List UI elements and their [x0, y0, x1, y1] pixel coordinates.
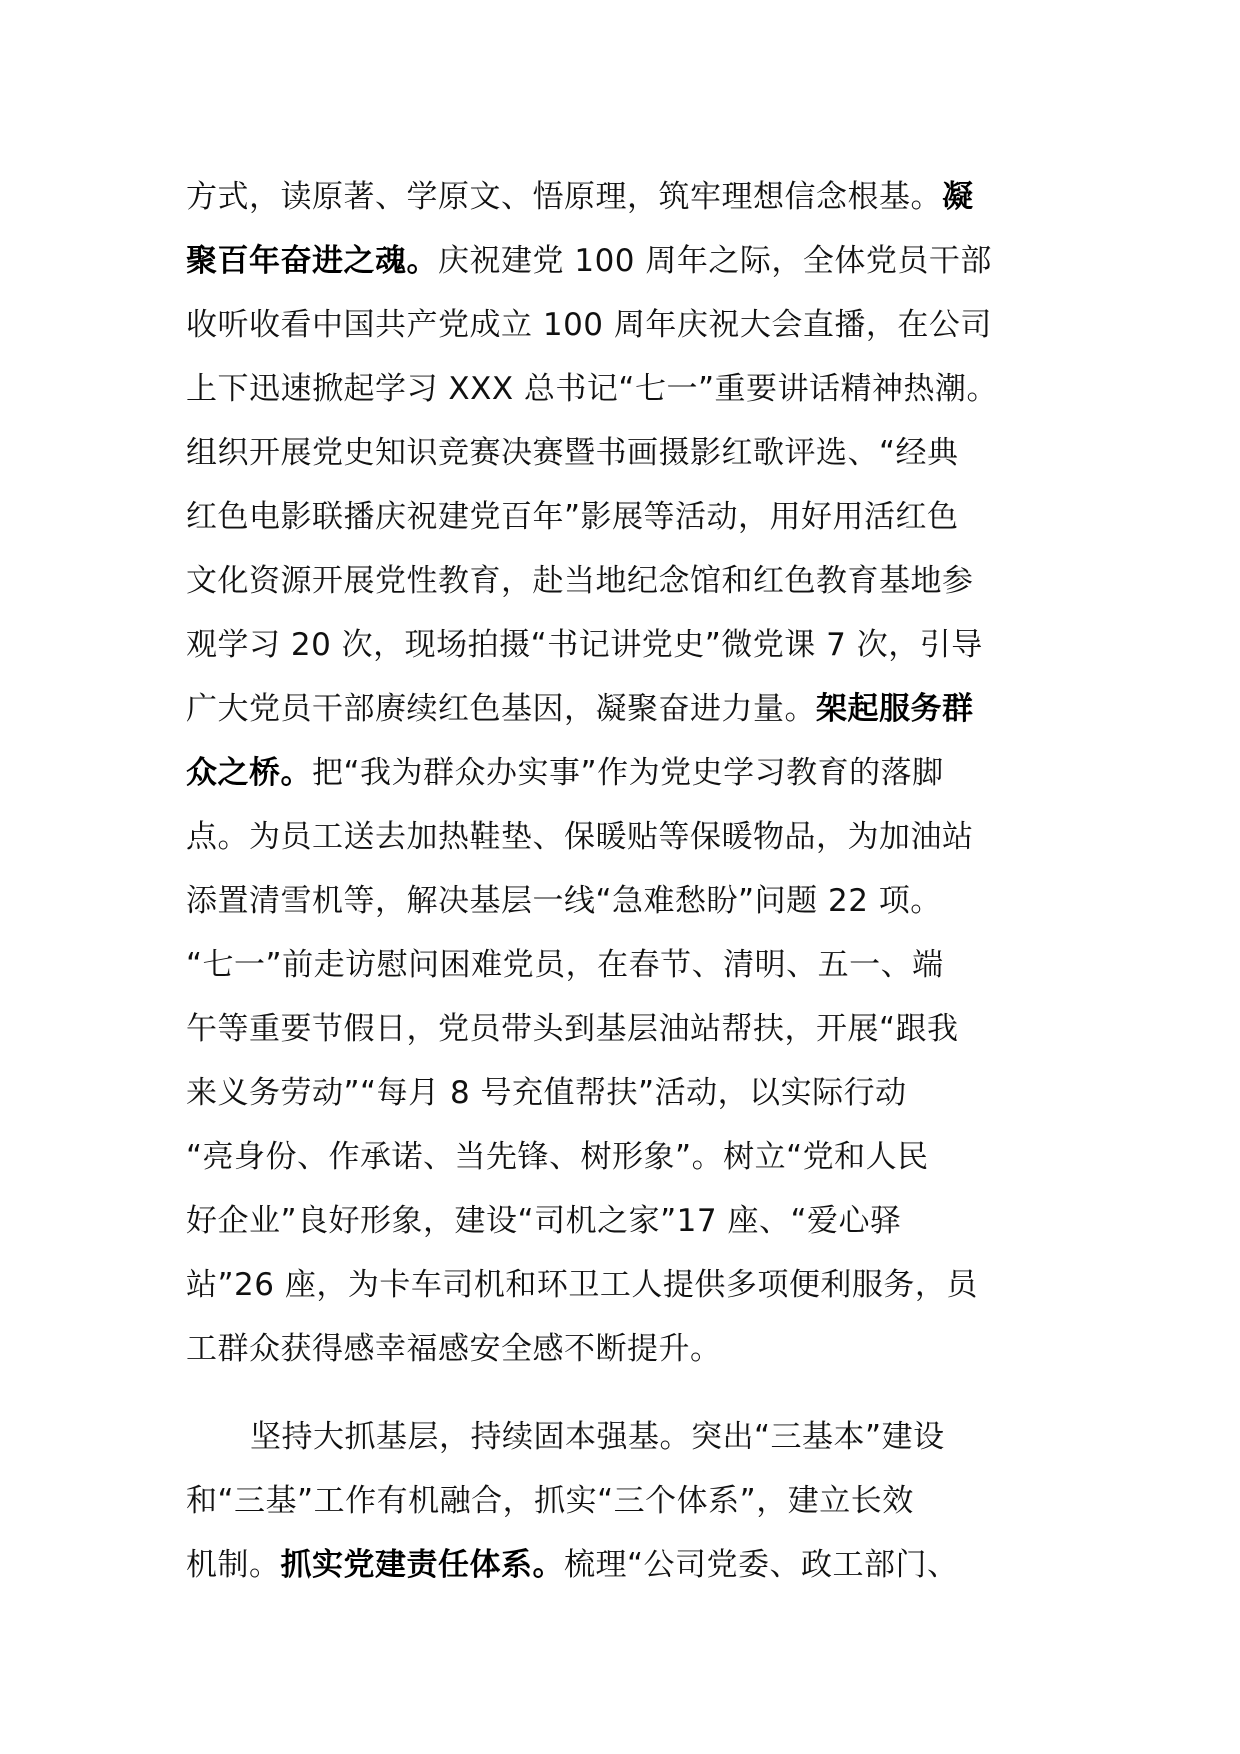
text-line [186, 1253, 1066, 1317]
body-text: 机制。 [186, 1547, 281, 1583]
body-text: 广大党员干部赓续红色基因，凝聚奋进力量。 [186, 691, 816, 727]
body-text: 来义务劳动”“每月 8 号充值帮扶”活动，以实际行动 [186, 1075, 907, 1111]
text-line [186, 1061, 1066, 1125]
body-text: 红色电影联播庆祝建党百年”影展等活动，用好用活红色 [186, 499, 959, 535]
body-text: 组织开展党史知识竞赛决赛暨书画摄影红歌评选、“经典 [186, 435, 959, 471]
body-text: 午等重要节假日，党员带头到基层油站帮扶，开展“跟我 [186, 1011, 959, 1047]
text-line [186, 805, 1066, 869]
paragraph-1 [186, 165, 1066, 1381]
body-text: 梳理“公司党委、政工部门、 [564, 1547, 959, 1583]
paragraph-2 [186, 1405, 1066, 1597]
body-text: 坚持大抓基层，持续固本强基。突出“三基本”建设 [250, 1419, 945, 1455]
bold-heading-text: 架起服务群 [816, 691, 974, 727]
text-line [186, 1469, 1066, 1533]
bold-heading-text: 抓实党建责任体系。 [280, 1547, 564, 1583]
text-line [186, 613, 1066, 677]
text-line [186, 1125, 1066, 1189]
text-line [186, 549, 1066, 613]
body-text: 收听收看中国共产党成立 100 周年庆祝大会直播，在公司 [186, 307, 992, 343]
text-line [186, 933, 1066, 997]
text-line [186, 1317, 1066, 1381]
text-line [186, 293, 1066, 357]
body-text: 方式，读原著、学原文、悟原理，筑牢理想信念根基。 [186, 179, 942, 215]
text-line [186, 869, 1066, 933]
body-text: 上下迅速掀起学习 XXX 总书记“七一”重要讲话精神热潮。 [186, 371, 999, 407]
text-line [186, 1533, 1066, 1597]
bold-heading-text: 众之桥。 [186, 755, 312, 791]
body-text: 工群众获得感幸福感安全感不断提升。 [186, 1331, 722, 1367]
text-line [186, 421, 1066, 485]
text-line [186, 1405, 1066, 1469]
body-text: 好企业”良好形象，建设“司机之家”17 座、“爱心驿 [186, 1203, 902, 1239]
body-text: 和“三基”工作有机融合，抓实“三个体系”，建立长效 [186, 1483, 914, 1519]
text-line [186, 357, 1066, 421]
body-text: 点。为员工送去加热鞋垫、保暖贴等保暖物品，为加油站 [186, 819, 974, 855]
body-text: “亮身份、作承诺、当先锋、树形象”。树立“党和人民 [186, 1139, 929, 1175]
bold-heading-text: 凝 [942, 179, 974, 215]
text-line [186, 485, 1066, 549]
text-line [186, 1189, 1066, 1253]
body-text: “七一”前走访慰问困难党员，在春节、清明、五一、端 [186, 947, 944, 983]
text-line [186, 741, 1066, 805]
text-line [186, 165, 1066, 229]
body-text: 把“我为群众办实事”作为党史学习教育的落脚 [312, 755, 944, 791]
body-text: 站”26 座，为卡车司机和环卫工人提供多项便利服务，员 [186, 1267, 978, 1303]
body-text: 添置清雪机等，解决基层一线“急难愁盼”问题 22 项。 [186, 883, 942, 919]
text-line [186, 229, 1066, 293]
text-line [186, 997, 1066, 1061]
body-text: 庆祝建党 100 周年之际，全体党员干部 [438, 243, 992, 279]
body-text: 观学习 20 次，现场拍摄“书记讲党史”微党课 7 次，引导 [186, 627, 983, 663]
body-text: 文化资源开展党性教育，赴当地纪念馆和红色教育基地参 [186, 563, 974, 599]
bold-heading-text: 聚百年奋进之魂。 [186, 243, 438, 279]
text-line [186, 677, 1066, 741]
